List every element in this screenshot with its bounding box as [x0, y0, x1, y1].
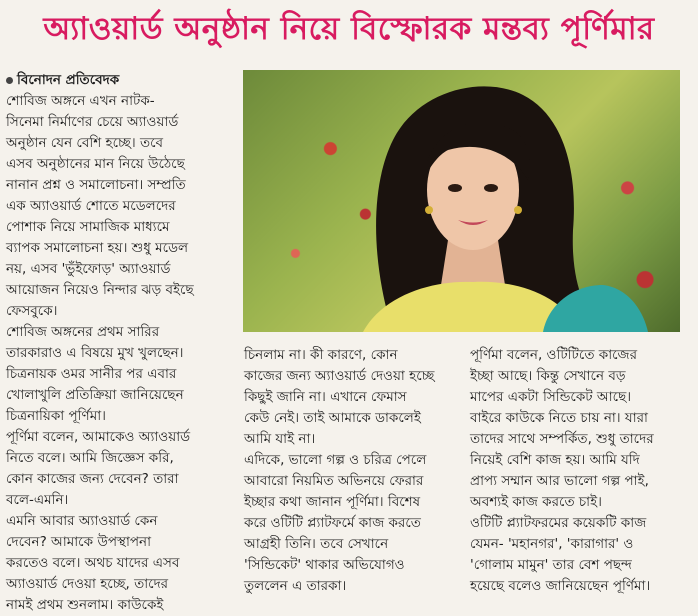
article-line: খোলাখুলি প্রতিক্রিয়া জানিয়েছেন: [6, 387, 184, 403]
left-earring: [425, 206, 433, 214]
article-line: ফেসবুকে।: [6, 303, 58, 319]
article-line: করে ওটিটি প্ল্যাটফর্মে কাজ করতে: [244, 515, 421, 531]
article-line: নয়, এসব 'ভুঁইফোড়' অ্যাওয়ার্ড: [6, 261, 171, 277]
article-line: চিনলাম না। কী কারণে, কোন: [244, 347, 398, 363]
article-line: আয়োজন নিয়েও নিন্দার ঝড় বইছে: [6, 282, 194, 298]
headline: অ্যাওয়ার্ড অনুষ্ঠান নিয়ে বিস্ফোরক মন্তব্য পূর্ণিমার: [43, 11, 655, 47]
article-line: ওটিটি প্ল্যাটফরমের কয়েকটি কাজ: [470, 515, 647, 531]
article-line: কাজের জন্য অ্যাওয়ার্ড দেওয়া হচ্ছে: [244, 368, 435, 384]
right-eye: [484, 184, 498, 192]
article-line: তারকারাও এ বিষয়ে মুখ খুলছেন।: [6, 345, 184, 361]
article-line: তুললেন এ তারকা।: [244, 578, 347, 594]
article-line: এক অ্যাওয়ার্ড শোতে মডেলদের: [6, 198, 176, 214]
column-1-lines: [6, 91, 238, 616]
byline: [6, 70, 238, 91]
article-line: আবারো নিয়মিত অভিনয়ে ফেরার: [244, 473, 424, 489]
article-column-3: [470, 345, 692, 597]
article-line: পূর্ণিমা বলেন, ওটিটিতে কাজের: [470, 347, 638, 363]
article-line: ব্যাপক সমালোচনা হয়। শুধু মডেল: [6, 240, 189, 256]
right-earring: [514, 206, 522, 214]
article-line: হয়েছে বলেও জানিয়েছেন পূর্ণিমা।: [470, 578, 651, 594]
article-line: আমি যাই না।: [244, 431, 316, 447]
article-line: বাইরে কাউকে নিতে চায় না। যারা: [470, 410, 648, 426]
bullet-icon: [6, 77, 13, 84]
article-line: নিতে বলে। আমি জিজ্ঞেস করি,: [6, 450, 174, 466]
article-line: নামই প্রথম শুনলাম। কাউকেই: [6, 597, 164, 613]
article-line: ইচ্ছার কথা জানান পূর্ণিমা। বিশেষ: [244, 494, 421, 510]
article-line: চিত্রনায়িকা পূর্ণিমা।: [6, 408, 106, 424]
article-line: যেমন- 'মহানগর', 'কারাগার' ও: [470, 536, 634, 552]
article-line: দেবেন? আমাকে উপস্থাপনা: [6, 534, 152, 550]
article-line: আগ্রহী তিনি। তবে সেখানে: [244, 536, 389, 552]
article-line: 'গোলাম মামুন' তার বেশ পছন্দ: [470, 557, 632, 573]
byline-text: বিনোদন প্রতিবেদক: [17, 72, 120, 88]
article-line: প্রাপ্য সম্মান আর ভালো গল্প পাই,: [470, 473, 649, 489]
article-line: নিয়েই বেশি কাজ হয়। আমি যদি: [470, 452, 640, 468]
article-line: করতেও বলে। অথচ যাদের এসব: [6, 555, 180, 571]
article-line: চিত্রনায়ক ওমর সানীর পর এবার: [6, 366, 177, 382]
article-line: শোবিজ অঙ্গনের প্রথম সারির: [6, 324, 160, 340]
article-line: ইচ্ছা আছে। কিন্তু সেখানে বড়: [470, 368, 626, 384]
article-line: তাদের সাথে সম্পর্কিত, শুধু তাদের: [470, 431, 654, 447]
article-line: এদিকে, ভালো গল্প ও চরিত্র পেলে: [244, 452, 427, 468]
portrait-illustration: [243, 70, 680, 332]
article-line: এসব অনুষ্ঠানের মান নিয়ে উঠেছে: [6, 156, 185, 172]
article-line: শোবিজ অঙ্গনে এখন নাটক-: [6, 93, 155, 109]
article-line: কোন কাজের জন্য দেবেন? তারা: [6, 471, 179, 487]
article-line: অবশ্যই কাজ করতে চাই।: [470, 494, 602, 510]
article-column-1: [6, 70, 238, 616]
article-line: পোশাক নিয়ে সামাজিক মাধ্যমে: [6, 219, 170, 235]
left-eye: [448, 184, 462, 192]
article-line: নানান প্রশ্ন ও সমালোচনা। সম্প্রতি: [6, 177, 186, 193]
article-line: পূর্ণিমা বলেন, আমাকেও অ্যাওয়ার্ড: [6, 429, 191, 445]
article-line: অ্যাওয়ার্ড দেওয়া হচ্ছে, তাদের: [6, 576, 169, 592]
article-line: সিনেমা নির্মাণের চেয়ে অ্যাওয়ার্ড: [6, 114, 179, 130]
article-line: অনুষ্ঠান যেন বেশি হচ্ছে। তবে: [6, 135, 164, 151]
article-line: 'সিন্ডিকেট' থাকার অভিযোগও: [244, 557, 405, 573]
article-photo: [243, 70, 680, 332]
article-column-2: [244, 345, 460, 597]
article-line: কিছুই জানি না। এখানে ফেমাস: [244, 389, 407, 405]
article-line: এমনি আবার অ্যাওয়ার্ড কেন: [6, 513, 158, 529]
article-line: মাপের একটা সিন্ডিকেট আছে।: [470, 389, 632, 405]
article-line: কেউ নেই। তাই আমাকে ডাকলেই: [244, 410, 421, 426]
article-line: বলে-এমনি।: [6, 492, 69, 508]
